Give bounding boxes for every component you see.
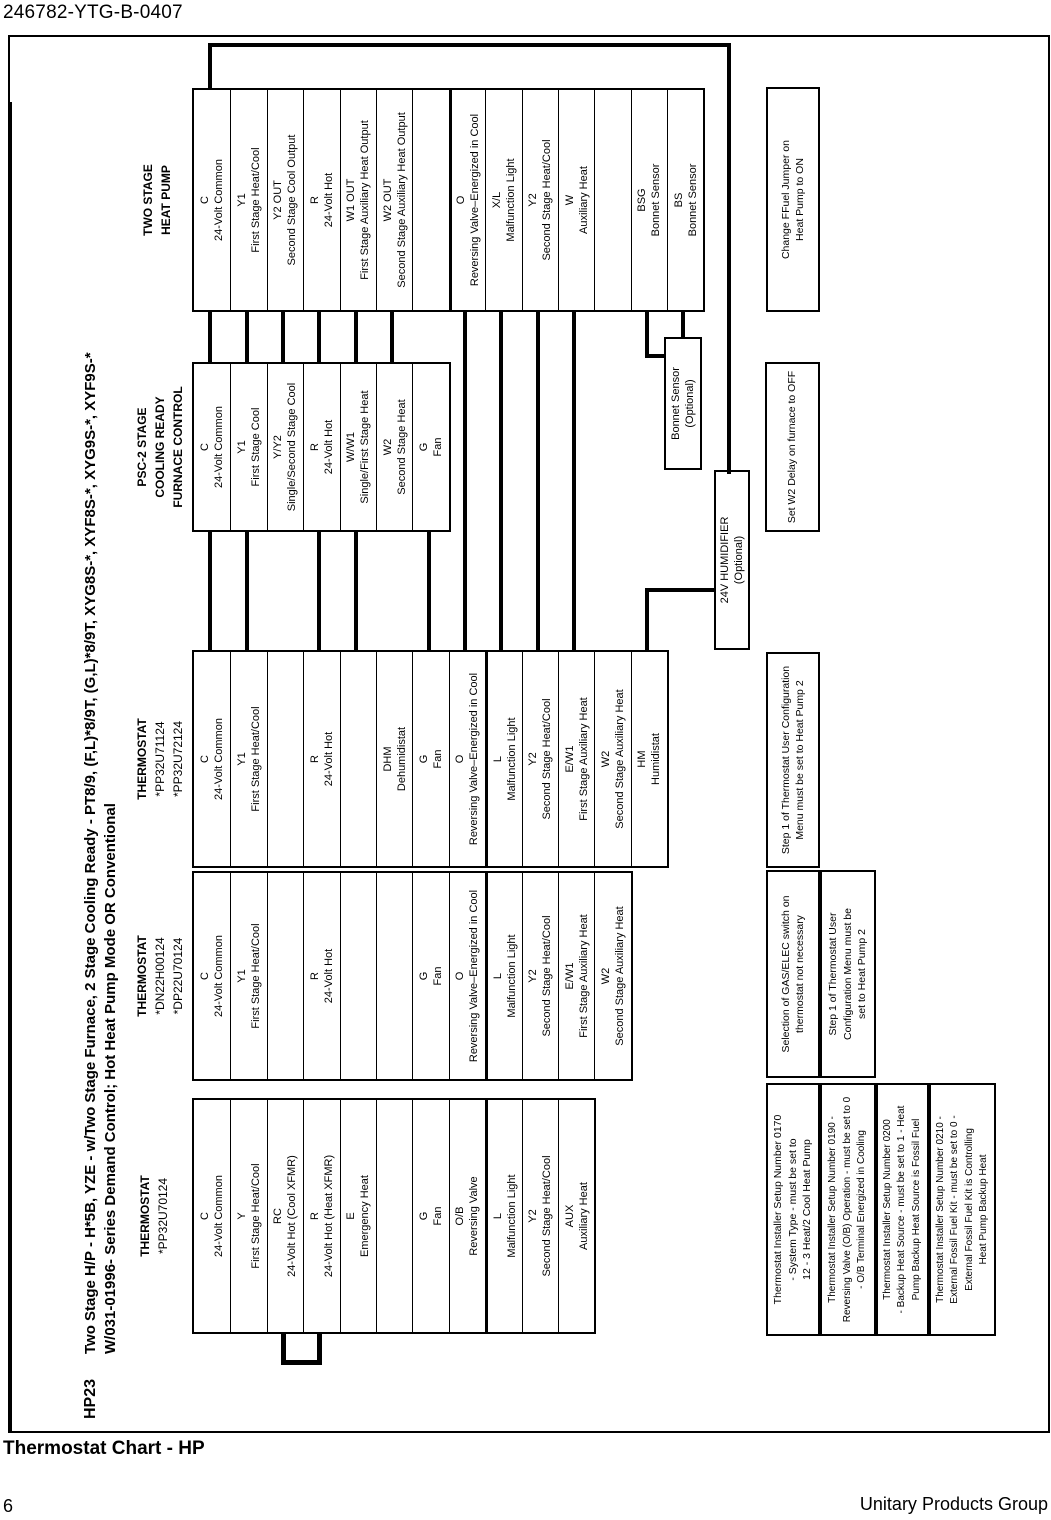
- humidifier-24v-box: 24V HUMIDIFIER (Optional): [714, 470, 750, 650]
- terminal-cell: DHM Dehumidistat: [376, 652, 412, 866]
- terminal-cell: Y2 Second Stage Heat/Cool: [522, 873, 558, 1079]
- terminal-cell: Y2 Second Stage Heat/Cool: [522, 90, 558, 310]
- terminal-cell: Y1 First Stage Heat/Cool: [230, 873, 266, 1079]
- terminal-cell: R 24-Volt Hot (Heat XFMR): [303, 1100, 339, 1332]
- header-thermostat-pp32u71124: THERMOSTAT *PP32U71124 *PP32U72124: [135, 718, 185, 800]
- terminal-cell: G Fan: [412, 1100, 448, 1332]
- wire: [645, 354, 666, 358]
- note-setup-0190: Thermostat Installer Setup Number 0190 - Reversing Valve (O/B) Operation - must be set to 0 - O/B Terminal Energized in Cooling: [820, 1083, 876, 1336]
- wire: [572, 312, 576, 650]
- rotated-chart-canvas: [8, 35, 1048, 1431]
- terminal-cell: W Auxiliary Heat: [558, 90, 594, 310]
- note-gas-elec-switch: Selection of GAS/ELEC switch on thermostat not necessary: [766, 870, 820, 1078]
- note-set-w2-delay: Set W2 Delay on furnace to OFF: [765, 362, 820, 532]
- terminal-cell: C 24-Volt Common: [199, 159, 226, 241]
- terminal-cell: O Reversing Valve–Energized in Cool: [449, 652, 485, 866]
- wire: [245, 532, 249, 650]
- note-step1-dn22: Step 1 of Thermostat User Configuration Menu must be set to Heat Pump 2: [820, 870, 876, 1078]
- terminal-cell: R 24-Volt Hot: [303, 652, 339, 866]
- note-setup-0200: Thermostat Installer Setup Number 0200 - Backup Heat Source - must be set to 1 - Heat Pump Backup Heat Source is Fossil Fuel: [876, 1083, 929, 1336]
- terminal-cell: C 24-Volt Common: [199, 1175, 226, 1257]
- terminal-cell-empty: [412, 90, 448, 310]
- terminal-cell: Y1 First Stage Cool: [230, 364, 266, 530]
- chart-id: HP23: [82, 1378, 99, 1419]
- note-change-ffuel: Change FFuel Jumper on Heat Pump to ON: [766, 87, 820, 312]
- terminal-cell: E Emergency Heat: [340, 1100, 376, 1332]
- terminal-cell: RC 24-Volt Hot (Cool XFMR): [267, 1100, 303, 1332]
- terminal-cell: E/W1 First Stage Auxiliary Heat: [558, 652, 594, 866]
- terminal-cell: W2 Second Stage Heat: [376, 364, 412, 530]
- terminal-cell: X/L Malfunction Light: [485, 90, 521, 310]
- terminal-cell: Y First Stage Heat/Cool: [230, 1100, 266, 1332]
- wire: [354, 532, 358, 650]
- title-rule: [8, 102, 12, 1431]
- terminal-cell-empty: [267, 652, 303, 866]
- terminal-cell-empty: [340, 652, 376, 866]
- chart-title-line1: Two Stage H/P - H*5B, YZE - w/Two Stage Furnace, 2 Stage Cooling Ready - PT8/9, (F,L)*8/9T, (G,L)*8/9T, XYG8S-*, XYF8S-*, XYG9S-*, XYF9S-*: [82, 352, 99, 1354]
- chart-title-line2: W/031-01996- Series Demand Control; Hot Heat Pump Mode OR Conventional: [102, 803, 119, 1354]
- terminal-cell: HM Humidistat: [631, 652, 667, 866]
- terminal-cell: L Malfunction Light: [485, 652, 521, 866]
- terminal-cell-empty: [267, 873, 303, 1079]
- footer-publisher: Unitary Products Group: [859, 1494, 1048, 1514]
- terminal-cell: Y2 OUT Second Stage Cool Output: [267, 90, 303, 310]
- wire: [463, 312, 467, 650]
- terminal-cell: Y1 First Stage Heat/Cool: [230, 652, 266, 866]
- wire: [536, 312, 540, 650]
- terminal-cell: R 24-Volt Hot: [303, 90, 339, 310]
- terminal-cell: AUX Auxiliary Heat: [558, 1100, 594, 1332]
- wire: [727, 43, 731, 474]
- terminal-cell: W/W1 Single/First Stage Heat: [340, 364, 376, 530]
- terminal-cell: E/W1 First Stage Auxiliary Heat: [558, 873, 594, 1079]
- terminal-cell: W1 OUT First Stage Auxiliary Heat Output: [340, 90, 376, 310]
- terminal-cell-empty: [340, 873, 376, 1079]
- terminal-cell: G Fan: [412, 873, 448, 1079]
- wire: [245, 312, 249, 362]
- header-thermostat-dn22: THERMOSTAT *DN22H00124 *DP22U70124: [135, 935, 185, 1017]
- terminal-cell: O Reversing Valve–Energized in Cool: [449, 873, 485, 1079]
- wire: [208, 43, 731, 47]
- footer-chart-title: Thermostat Chart - HP: [3, 1438, 205, 1459]
- page-number: 6: [3, 1496, 14, 1516]
- header-psc2-furnace-control: PSC-2 STAGE COOLING READY FURNACE CONTROL: [135, 386, 185, 508]
- terminal-cell: O Reversing Valve–Energized in Cool: [449, 90, 485, 310]
- note-setup-0170: Thermostat Installer Setup Number 0170 - System Type - must be set to 12 - 3 Heat/2 Cool Heat Pump: [766, 1083, 820, 1336]
- note-step1-pp32u71124: Step 1 of Thermostat User Configuration Menu must be set to Heat Pump 2: [766, 652, 820, 868]
- wire: [317, 312, 321, 362]
- bonnet-sensor-optional-box: Bonnet Sensor (Optional): [664, 337, 702, 470]
- terminal-cell: Y2 Second Stage Heat/Cool: [522, 652, 558, 866]
- terminal-cell: R 24-Volt Hot: [303, 873, 339, 1079]
- wire: [390, 312, 394, 362]
- note-setup-0210: Thermostat Installer Setup Number 0210 - External Fossil Fuel Kit - must be set to 0 - External Fossil Fuel Kit is Controlling Heat Pump Backup Heat: [929, 1083, 996, 1336]
- wire: [645, 588, 714, 592]
- strip-thermostat-pp32u70124: [192, 1098, 596, 1334]
- terminal-cell-empty: [376, 873, 412, 1079]
- terminal-cell: W2 Second Stage Auxiliary Heat: [594, 873, 630, 1079]
- terminal-cell-empty: [594, 90, 630, 310]
- header-thermostat-pp32u70124: THERMOSTAT *PP32U70124: [138, 1175, 170, 1257]
- wire: [281, 312, 285, 362]
- wire: [354, 312, 358, 362]
- wire: [208, 532, 212, 650]
- terminal-cell: C 24-Volt Common: [199, 406, 226, 488]
- strip-two-stage-heat-pump: [192, 88, 705, 312]
- terminal-cell: G Fan: [412, 652, 448, 866]
- terminal-cell: Y1 First Stage Heat/Cool: [230, 90, 266, 310]
- wire: [681, 312, 685, 339]
- wire: [317, 532, 321, 650]
- terminal-cell: G Fan: [412, 364, 448, 530]
- terminal-cell-empty: [376, 1100, 412, 1332]
- wire: [427, 532, 431, 650]
- terminal-cell: C 24-Volt Common: [199, 935, 226, 1017]
- wire: [499, 312, 503, 650]
- wire: [208, 43, 212, 88]
- wire: [645, 588, 649, 650]
- terminal-cell: O/B Reversing Valve: [449, 1100, 485, 1332]
- terminal-cell: L Malfunction Light: [485, 873, 521, 1079]
- strip-psc2-furnace-control: [192, 362, 451, 532]
- wire: [208, 312, 212, 362]
- doc-number: 246782-YTG-B-0407: [3, 2, 183, 23]
- terminal-cell: BSG Bonnet Sensor: [631, 90, 667, 310]
- wire: [645, 312, 649, 358]
- strip-thermostat-pp32u71124: [192, 650, 669, 868]
- terminal-cell: Y2 Second Stage Heat/Cool: [522, 1100, 558, 1332]
- terminal-cell: L Malfunction Light: [485, 1100, 521, 1332]
- terminal-cell: R 24-Volt Hot: [303, 364, 339, 530]
- header-two-stage-heat-pump: TWO STAGE HEAT PUMP: [141, 164, 173, 236]
- strip-thermostat-dn22: [192, 871, 633, 1081]
- terminal-cell: C 24-Volt Common: [199, 718, 226, 800]
- terminal-cell: Y/Y2 Single/Second Stage Cool: [267, 364, 303, 530]
- terminal-cell: W2 Second Stage Auxiliary Heat: [594, 652, 630, 866]
- terminal-cell: W2 OUT Second Stage Auxiliary Heat Output: [376, 90, 412, 310]
- terminal-cell: BS Bonnet Sensor: [667, 90, 703, 310]
- wire-rc-r-jumper: [281, 1360, 322, 1365]
